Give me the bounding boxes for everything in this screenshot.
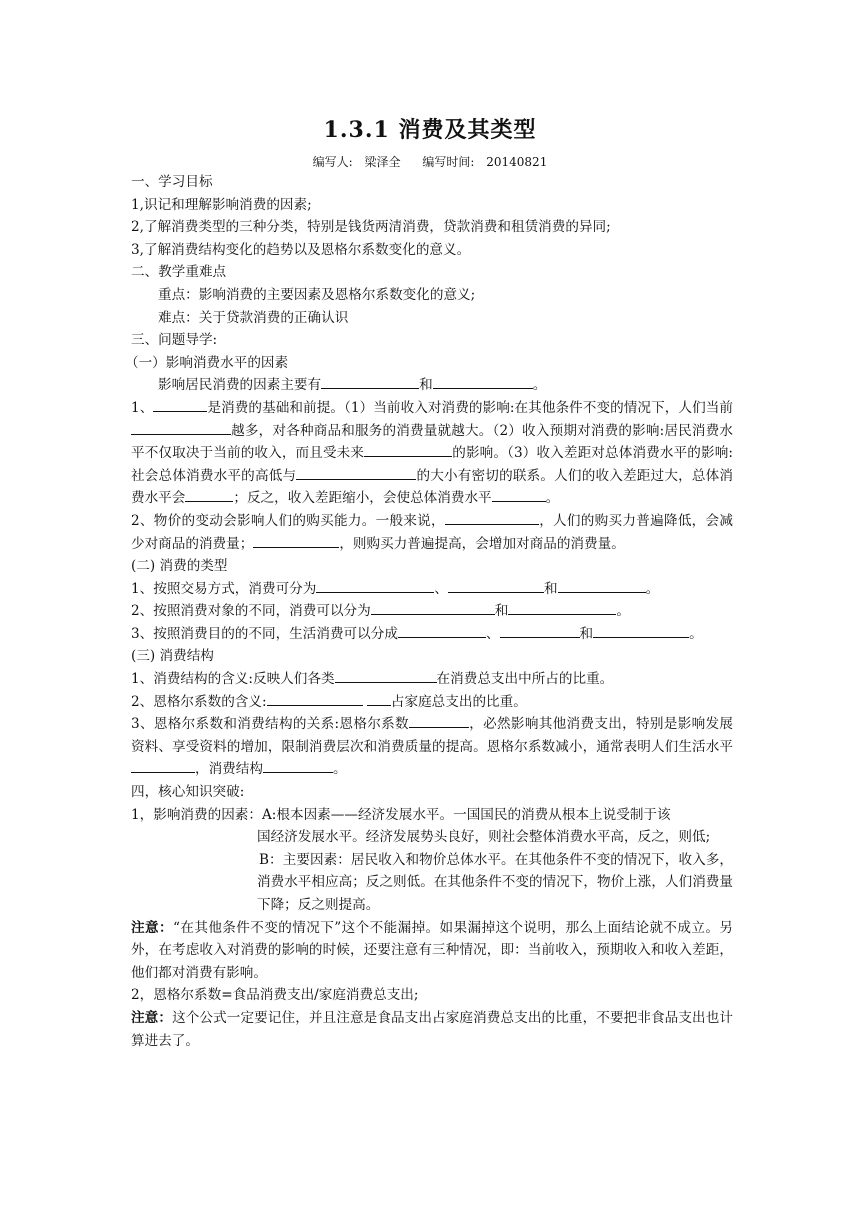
blank	[500, 623, 580, 638]
objective-3: 3,了解消费结构变化的趋势以及恩格尔系数变化的意义。	[131, 241, 471, 258]
blank	[508, 600, 616, 615]
type-line-2: 2、按照消费对象的不同，消费可以分为 和 。	[131, 600, 733, 623]
blank	[185, 487, 233, 502]
time-value: 20140821	[486, 155, 548, 169]
section-consumption-level: （一）影响消费水平的因素	[125, 354, 289, 371]
core-line-2: 2，恩格尔系数=食品消费支出/家庭消费总支出;	[131, 987, 419, 1004]
objective-2: 2,了解消费类型的三种分类，特别是钱货两清消费，贷款消费和租赁消费的异同;	[131, 219, 611, 236]
blank	[492, 487, 546, 502]
blank	[371, 600, 495, 615]
paragraph-income: 1、 是消费的基础和前提。（1）当前收入对消费的影响:在其他条件不变的情况下，人们当前越多，对各种商品和服务的消费量就越大。（2）收入预期对消费的影响:居民消费水平不仅取决于当前的收入，而且受未来 的影响。（3）收入差距对总体消费水平的影响:社会总体消费水平的高低与 的大小有密切的联系。人们的收入差距过大，总体消费水平会 ；反之，收入差距缩小，会使总体消费水平 。	[131, 397, 733, 510]
note-2: 注意：这个公式一定要记住，并且注意是食品支出占家庭消费总支出的比重，不要把非食品支出也计算进去了。	[131, 1009, 734, 1049]
core-line-1-b: B：主要因素：居民收入和物价总体水平。在其他条件不变的情况下，收入多，消费水平相应高；反之则低。在其他条件不变的情况下，物价上涨，人们消费量下降；反之则提高。	[257, 851, 733, 913]
structure-line-3: 3、恩格尔系数和消费结构的关系:恩格尔系数 ，必然影响其他消费支出，特别是影响发展资料、享受资料的增加，限制消费层次和消费质量的提高。恩格尔系数减小，通常表明人们生活水平，消费结构 。	[131, 713, 733, 781]
blank	[335, 668, 437, 683]
blank	[448, 578, 544, 593]
blank	[267, 691, 363, 706]
time-label: 编写时间:	[422, 155, 475, 169]
core-line-1-cont: 国经济发展水平。经济发展势头良好，则社会整体消费水平高，反之，则低;	[257, 829, 711, 846]
heading-core-knowledge: 四，核心知识突破:	[131, 784, 245, 801]
document-title: 1.3.1 消费及其类型	[323, 117, 537, 143]
blank	[398, 623, 486, 638]
blank	[367, 691, 391, 706]
blank	[433, 374, 533, 389]
blank	[316, 578, 434, 593]
note-label: 注意：	[131, 1009, 173, 1026]
document-body	[125, 171, 734, 1052]
blank	[296, 465, 416, 480]
type-line-1: 1、按照交易方式，消费可分为 、 和 。	[131, 578, 733, 601]
section-consumption-structure: (三) 消费结构	[131, 648, 214, 665]
structure-line-1: 1、消费结构的含义:反映人们各类 在消费总支出中所占的比重。	[131, 668, 733, 691]
heading-key-points: 二、教学重难点	[131, 264, 227, 281]
paragraph-factors: 影响居民消费的因素主要有 和 。	[131, 374, 733, 397]
blank	[263, 758, 333, 773]
heading-questions: 三、问题导学:	[131, 332, 218, 349]
blank	[593, 623, 689, 638]
author-line	[0, 153, 860, 170]
type-line-3: 3、按照消费目的的不同，生活消费可以分成 、 和 。	[131, 623, 733, 646]
author-label: 编写人:	[312, 155, 353, 169]
objective-1: 1,识记和理解影响消费的因素;	[131, 196, 312, 213]
blank	[131, 758, 195, 773]
blank	[558, 578, 646, 593]
key-point: 重点：影响消费的主要因素及恩格尔系数变化的意义;	[158, 286, 476, 303]
blank	[445, 510, 539, 525]
blank	[153, 397, 207, 412]
heading-objectives: 一、学习目标	[131, 174, 213, 190]
section-consumption-types: (二) 消费的类型	[131, 558, 228, 575]
difficult-point: 难点：关于贷款消费的正确认识	[158, 309, 349, 326]
note-1: 注意：“在其他条件不变的情况下”这个不能漏掉。如果漏掉这个说明，那么上面结论就不成立。另外，在考虑收入对消费的影响的时候，还要注意有三种情况，即：当前收入，预期收入和收入差距，他们都对消费有影响。	[131, 919, 733, 981]
paragraph-price: 2、物价的变动会影响人们的购买能力。一般来说， ，人们的购买力普遍降低，会减少对商品的消费量； ，则购买力普遍提高，会增加对商品的消费量。	[131, 510, 733, 555]
blank	[321, 374, 419, 389]
note-label: 注意：	[131, 919, 173, 936]
author-name: 梁泽全	[364, 155, 401, 169]
core-line-1: 1，影响消费的因素：A:根本因素——经济发展水平。一国国民的消费从根本上说受制于该	[131, 806, 671, 823]
blank	[409, 713, 469, 728]
blank	[253, 533, 339, 548]
blank	[131, 420, 231, 435]
blank	[364, 442, 452, 457]
structure-line-2: 2、恩格尔系数的含义: 占家庭总支出的比重。	[131, 691, 733, 714]
